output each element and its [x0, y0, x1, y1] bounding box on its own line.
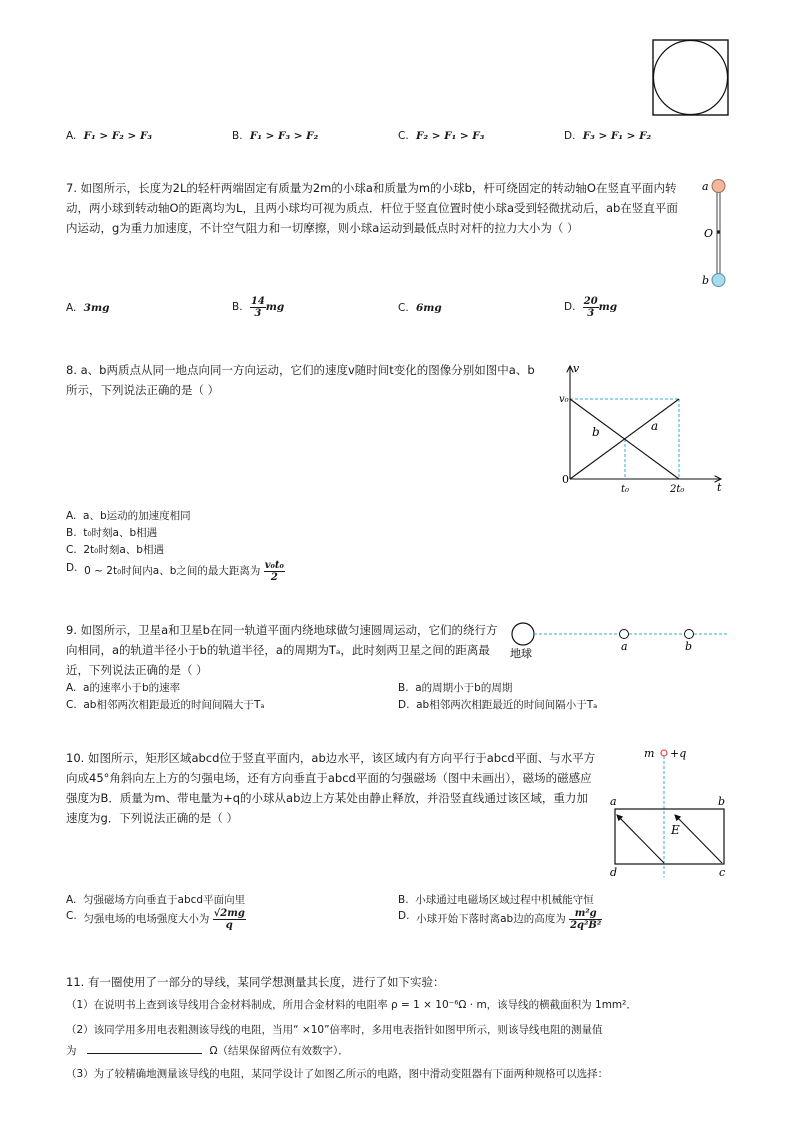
q11-part1: （1）在说明书上查到该导线用合金材料制成，所用合金材料的电阻率 ρ = 1 × 10⁻⁶Ω · m，该导线的横截面积为 1mm²． — [66, 999, 637, 1011]
q8-option-a[interactable]: A. a、b运动的加速度相同 — [66, 510, 191, 522]
field-arrow-2 — [675, 815, 722, 863]
line-a-label: a — [651, 419, 659, 433]
q7-option-c[interactable]: C. 6mg — [398, 302, 442, 314]
q10-line-3: 强度为B．质量为m、带电量为+q的小球从ab边上方某处由静止释放，并沿竖直线通过该区域，重力加 — [66, 791, 588, 805]
satellite-a — [620, 630, 629, 639]
q9-option-a[interactable]: A. a的速率小于b的速率 — [66, 682, 181, 694]
q11-part2-suffix: Ω（结果保留两位有效数字）． — [209, 1045, 349, 1057]
label-a: a — [702, 180, 709, 193]
q8-stem — [66, 360, 556, 400]
corner-b: b — [718, 795, 726, 808]
earth-label: 地球 — [510, 647, 532, 660]
sat-b-label: b — [685, 640, 693, 653]
q9-option-d[interactable]: D. ab相邻两次相距最近的时间间隔小于Tₐ — [398, 699, 598, 711]
origin-label: 0 — [562, 473, 569, 486]
field-region-figure — [606, 742, 732, 878]
satellite-figure — [506, 618, 730, 662]
field-e-label: E — [671, 823, 680, 837]
q8-line-1: 8. a、b两质点从同一地点向同一方向运动，它们的速度v随时间t变化的图像分别如图中a、b — [66, 363, 535, 377]
q10-option-d[interactable]: D. 小球开始下落时离ab边的高度为 $\frac{\text{m²g}}{\text{2q²B²}}$ — [398, 908, 602, 931]
q7-line-3: 内运动，g为重力加速度，不计空气阻力和一切摩擦，则小球a运动到最低点时对杆的拉力大小为（ ） — [66, 221, 579, 235]
q9-line-2: 向相同，a的轨道半径小于b的轨道半径，a的周期为Tₐ，此时刻两卫星之间的距离最 — [66, 643, 490, 657]
q6-option-b[interactable]: B. F₁ > F₃ > F₂ — [232, 130, 319, 142]
square-circle-figure — [650, 38, 730, 118]
q6-option-c[interactable]: C. F₂ > F₁ > F₃ — [398, 130, 485, 142]
q6-option-a[interactable]: A. F₁ > F₂ > F₃ — [66, 130, 153, 142]
q8-line-2: 所示，下列说法正确的是（ ） — [66, 383, 220, 397]
q7-option-d[interactable]: D. $\frac{20}{3}$ mg — [564, 296, 618, 319]
q8-option-b[interactable]: B. t₀时刻a、b相遇 — [66, 527, 158, 539]
corner-a: a — [610, 795, 617, 808]
mass-label: m — [644, 747, 655, 760]
region-abcd — [615, 809, 724, 864]
label-b: b — [702, 274, 710, 287]
2t0-label: 2t₀ — [670, 484, 685, 495]
line-b-label: b — [592, 425, 600, 439]
q7-line-1: 7. 如图所示，长度为2L的轻杆两端固定有质量为2m的小球a和质量为m的小球b，杆可绕固定的转动轴O在竖直平面内转 — [66, 181, 677, 195]
q8-option-c[interactable]: C. 2t₀时刻a、b相遇 — [66, 544, 164, 556]
v0-label: v₀ — [559, 394, 569, 405]
q8-option-d[interactable]: D. 0 ~ 2t₀时间内a、b之间的最大距离为 $\frac{\text{v₀t₀}}{2}$ — [66, 560, 284, 583]
ball-charge — [661, 750, 667, 756]
q9-stem — [66, 620, 506, 680]
sat-a-label: a — [621, 640, 628, 653]
answer-blank[interactable] — [87, 1041, 202, 1054]
v-axis-label: v — [573, 362, 580, 375]
t-axis-label: t — [717, 481, 722, 494]
q11-part2-line2 — [66, 1041, 349, 1060]
q10-line-2: 向成45°角斜向左上方的匀强电场，还有方向垂直于abcd平面的匀强磁场（图中未画出），磁场的磁感应 — [66, 771, 592, 785]
q11-part3: （3）为了较精确地测量该导线的电阻，某同学设计了如图乙所示的电路，图中滑动变阻器有下面两种规格可以选择： — [66, 1068, 609, 1080]
label-o: O — [704, 227, 714, 240]
ball-b — [712, 274, 725, 287]
q10-line-4: 速度为g．下列说法正确的是（ ） — [66, 811, 238, 825]
charge-label: +q — [670, 747, 687, 760]
corner-d: d — [610, 866, 618, 878]
q10-option-c[interactable]: C. 匀强电场的电场强度大小为 $\frac{√2mg}{q}$ — [66, 908, 245, 931]
q11-part2-line1: （2）该同学用多用电表粗测该导线的电阻，当用“ ×10”倍率时，多用电表指针如图甲所示，则该导线电阻的测量值 — [66, 1024, 603, 1036]
q9-option-c[interactable]: C. ab相邻两次相距最近的时间间隔大于Tₐ — [66, 699, 265, 711]
q7-line-2: 动，两小球到转动轴O的距离均为L，且两小球均可视为质点．杆位于竖直位置时使小球a受到轻微扰动后，ab在竖直平面 — [66, 201, 678, 215]
q9-option-b[interactable]: B. a的周期小于b的周期 — [398, 682, 513, 694]
q7-stem — [66, 178, 696, 238]
q9-line-3: 近，下列说法正确的是（ ） — [66, 663, 208, 677]
vt-graph — [558, 360, 730, 500]
rod-figure — [698, 176, 734, 290]
q9-line-1: 9. 如图所示，卫星a和卫星b在同一轨道平面内绕地球做匀速圆周运动，它们的绕行方 — [66, 623, 498, 637]
field-arrow-1 — [617, 815, 664, 863]
q11-title: 11. 有一圈使用了一部分的导线，某同学想测量其长度，进行了如下实验： — [66, 975, 445, 989]
q7-option-b[interactable]: B. $\frac{14}{3}$ mg — [232, 296, 285, 319]
q6-option-d[interactable]: D. F₃ > F₁ > F₂ — [564, 130, 652, 142]
q7-option-a[interactable]: A. 3mg — [66, 302, 110, 314]
satellite-b — [685, 630, 694, 639]
earth-circle — [512, 623, 534, 645]
ball-a — [712, 180, 725, 193]
q11-part2-prefix: 为 — [66, 1045, 77, 1057]
q10-option-b[interactable]: B. 小球通过电磁场区域过程中机械能守恒 — [398, 894, 594, 906]
q10-option-a[interactable]: A. 匀强磁场方向垂直于abcd平面向里 — [66, 894, 246, 906]
q10-stem — [66, 748, 606, 828]
corner-c: c — [719, 866, 726, 878]
q10-line-1: 10. 如图所示，矩形区域abcd位于竖直平面内，ab边水平，该区域内有方向平行于abcd平面、与水平方 — [66, 751, 596, 765]
t0-label: t₀ — [621, 484, 630, 495]
